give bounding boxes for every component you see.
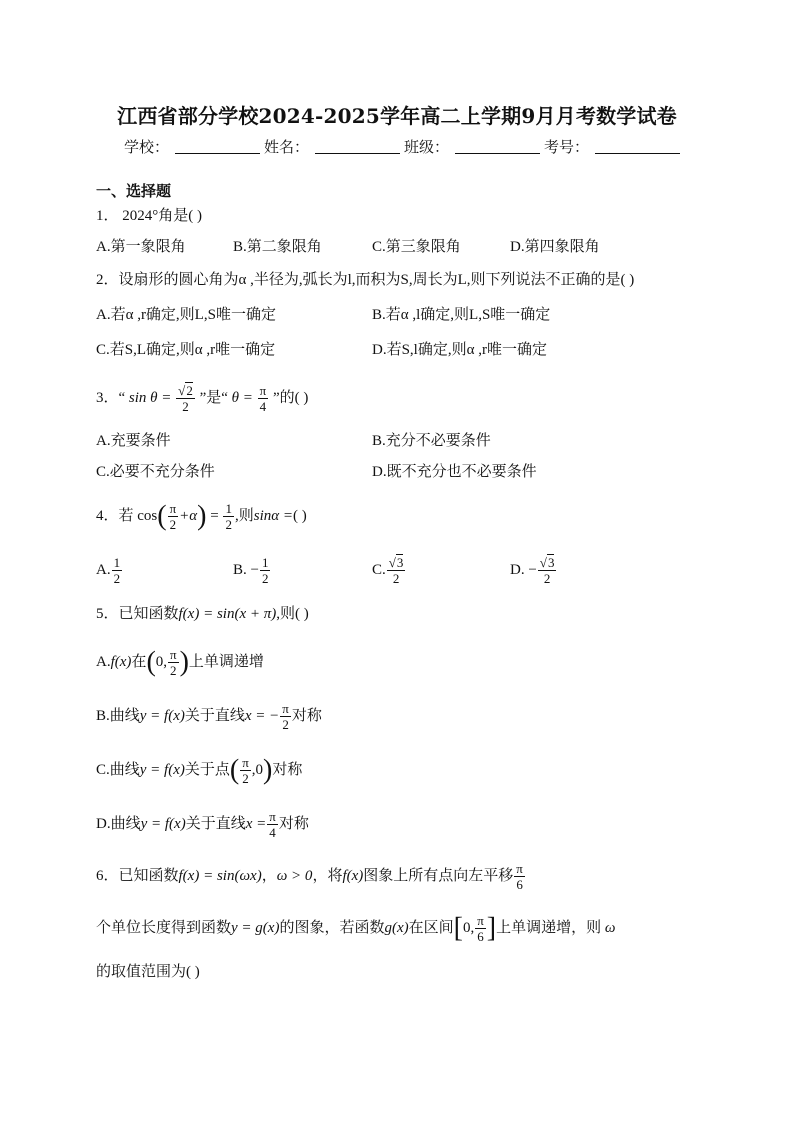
q3-theta: θ = bbox=[231, 390, 253, 406]
class-label: 班级： bbox=[404, 140, 450, 156]
q5-option-c: C.曲线y = f(x)关于点( $\frac{\pi}{2}$ ,0)对称 bbox=[96, 754, 303, 787]
q3-option-b: B.充分不必要条件 bbox=[372, 433, 491, 449]
q3-fraction: $\frac{√2}{2}$ bbox=[178, 383, 193, 415]
q4-option-c: C. $\frac{√3}{2}$ bbox=[372, 555, 404, 587]
page-title: 江西省部分学校2024-2025学年高二上学期9月月考数学试卷 bbox=[117, 104, 677, 128]
class-blank[interactable] bbox=[455, 139, 540, 154]
q1-stem: 1． 2024°角是( ) bbox=[96, 208, 202, 224]
q2-option-c: C.若S,L确定,则α ,r唯一确定 bbox=[96, 342, 276, 358]
school-blank[interactable] bbox=[175, 139, 260, 154]
number-blank[interactable] bbox=[595, 139, 680, 154]
q4-plus-alpha: +α bbox=[179, 508, 198, 524]
q4-one: 1 bbox=[225, 501, 232, 517]
q2-option-a: A.若α ,r确定,则L,S唯一确定 bbox=[96, 307, 276, 323]
q6-line1: 6．已知函数f(x) = sin(ωx)，ω > 0，将f(x)图象上所有点向左平移 $\frac{\pi}{6}$ bbox=[96, 861, 523, 893]
q3-suffix: ”的( ) bbox=[272, 390, 309, 406]
q2-stem: 2．设扇形的圆心角为α ,半径为,弧长为l,而积为S,周长为L,则下列说法不正确的是( ) bbox=[96, 272, 635, 288]
q3-option-d: D.既不充分也不必要条件 bbox=[372, 464, 537, 480]
q3-den: 2 bbox=[182, 399, 189, 415]
q6-line3: 的取值范围为( ) bbox=[96, 964, 200, 980]
q2-options-row2 bbox=[96, 339, 716, 361]
q4-two2: 2 bbox=[225, 517, 232, 533]
q5-option-b: B.曲线y = f(x)关于直线x = − $\frac{\pi}{2}$ 对称 bbox=[96, 701, 322, 733]
q3-mid: ”是“ bbox=[199, 390, 228, 406]
q4-pi: π bbox=[169, 501, 177, 517]
q1-option-b: B.第二象限角 bbox=[233, 239, 322, 255]
q3-sin: sin θ = bbox=[128, 390, 172, 406]
q4-cos: cos bbox=[137, 508, 158, 524]
name-label: 姓名： bbox=[264, 140, 310, 156]
q4-tail: ( ) bbox=[293, 508, 307, 524]
number-label: 考号： bbox=[544, 140, 590, 156]
student-info-row bbox=[124, 136, 684, 157]
q5-prefix: 5．已知函数 bbox=[96, 606, 179, 622]
q5-option-a: A.f(x)在(0, $\frac{\pi}{2}$ )上单调递增 bbox=[96, 646, 264, 679]
q3-options-row2 bbox=[96, 461, 716, 483]
q1-option-d: D.第四象限角 bbox=[510, 239, 600, 255]
q4-stem: 4．若 cos( $\frac{\pi}{2}$ +α) = $\frac{1}{2}$ ,则sinα =( ) bbox=[96, 500, 307, 533]
q2-option-b: B.若α ,l确定,则L,S唯一确定 bbox=[372, 307, 551, 323]
q3-den2: 4 bbox=[259, 399, 267, 415]
q4-eq: = bbox=[210, 508, 219, 524]
q3-prefix: 3．“ bbox=[96, 390, 126, 406]
q4-sin: sinα = bbox=[253, 508, 293, 524]
q4-options bbox=[96, 550, 716, 590]
q5-function: f(x) = sin(x + π) bbox=[178, 606, 277, 622]
q3-stem bbox=[96, 376, 716, 420]
q2-options-row1 bbox=[96, 304, 716, 326]
q4-option-d: D. − $\frac{√3}{2}$ bbox=[510, 555, 555, 587]
school-label: 学校： bbox=[124, 140, 170, 156]
name-blank[interactable] bbox=[315, 139, 400, 154]
q1-option-a: A.第一象限角 bbox=[96, 239, 186, 255]
q1-options bbox=[96, 236, 716, 258]
q4-then: ,则 bbox=[234, 508, 254, 524]
q5-option-d: D.曲线y = f(x)关于直线x = $\frac{\pi}{4}$ 对称 bbox=[96, 809, 309, 841]
q5-suffix: ,则( ) bbox=[276, 606, 309, 622]
q4-prefix: 4．若 bbox=[96, 508, 134, 524]
q5-stem bbox=[96, 604, 716, 624]
q2-option-d: D.若S,l确定,则α ,r唯一确定 bbox=[372, 342, 547, 358]
q3-options-row1 bbox=[96, 430, 716, 452]
q4-two: 2 bbox=[169, 517, 177, 533]
section-heading: 一、选择题 bbox=[96, 182, 172, 200]
q3-num: 2 bbox=[186, 383, 193, 399]
q3-option-a: A.充要条件 bbox=[96, 433, 171, 449]
q3-option-c: C.必要不充分条件 bbox=[96, 464, 215, 480]
q3-fraction-2 bbox=[258, 383, 269, 414]
q4-option-a: A. $\frac{1}{2}$ bbox=[96, 555, 121, 587]
q6-line2: 个单位长度得到函数y = g(x)的图象，若函数g(x)在区间[0, $\frac{\pi}{6}$ ]上单调递增，则 ω bbox=[96, 912, 616, 945]
q3-pi: π bbox=[259, 383, 267, 399]
q1-option-c: C.第三象限角 bbox=[372, 239, 461, 255]
q4-option-b: B. − $\frac{1}{2}$ bbox=[233, 555, 269, 587]
